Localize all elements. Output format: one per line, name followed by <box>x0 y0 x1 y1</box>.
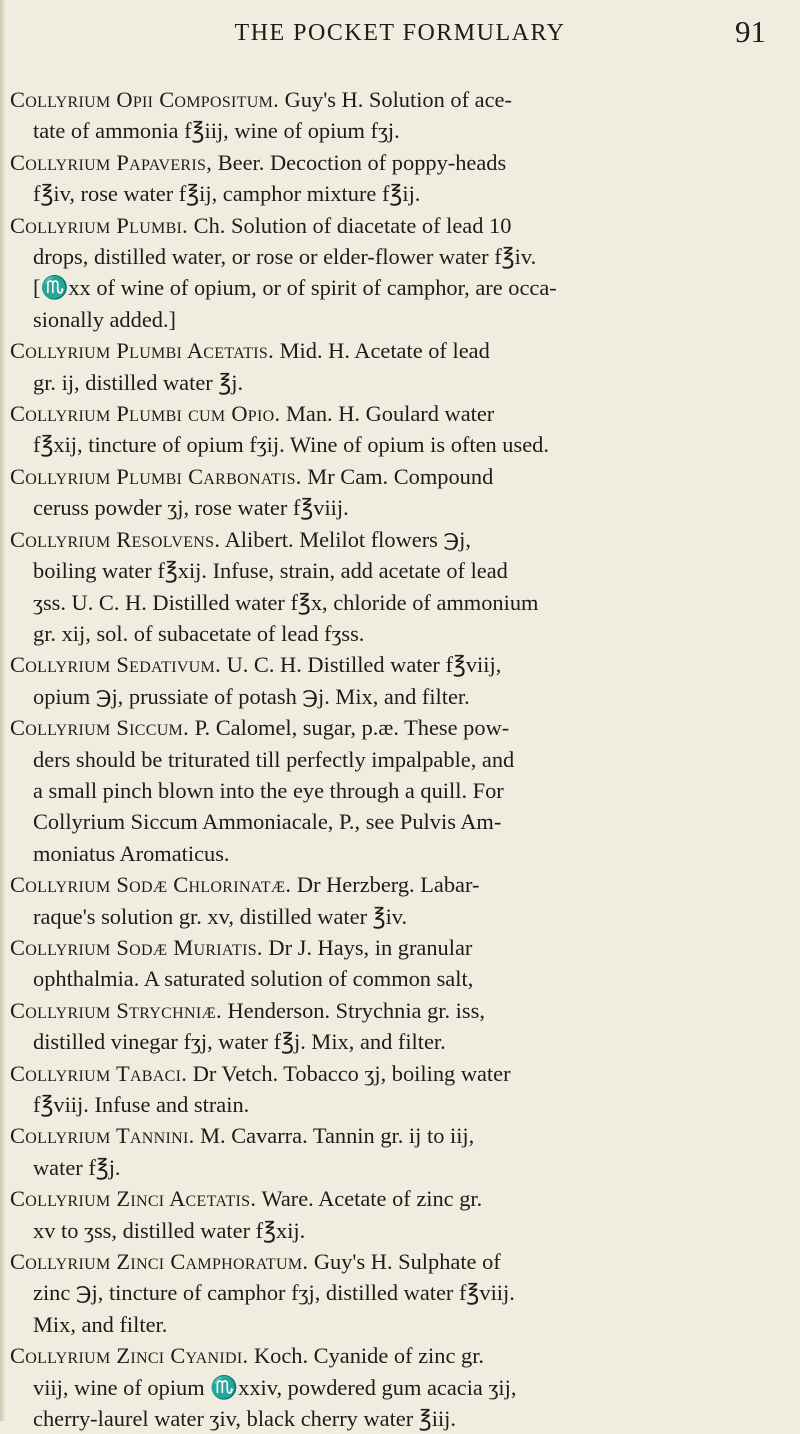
entry-heading: Collyrium Opii Compositum. <box>10 87 280 112</box>
entry-text: Guy's H. Solution of ace- tate of ammonia f℥iij, wine of opium fʒj. <box>33 87 512 144</box>
entry-collyrium-zinci-acetatis <box>10 1183 780 1246</box>
entry-text: Dr J. Hays, in granular ophthalmia. A saturated solution of common salt, <box>33 934 474 992</box>
entry-collyrium-tannini <box>10 1120 780 1183</box>
entry-text: M. Cavarra. Tannin gr. ij to iij, water f℥j. <box>33 1123 475 1180</box>
entry-collyrium-strychniae <box>10 995 780 1058</box>
entry-collyrium-resolvens <box>10 524 780 650</box>
entry-heading: Collyrium Zinci Cyanidi. <box>10 1343 249 1369</box>
entry-heading: Collyrium Plumbi cum Opio. <box>10 401 281 427</box>
entry-text: U. C. H. Distilled water f℥viij, opium ℈j, prussiate of potash ℈j. Mix, and filter. <box>33 652 502 709</box>
entry-text: P. Calomel, sugar, p.æ. These pow- ders should be triturated till perfectly impalpable, and a small pinch blown into the eye through a quill. For Collyrium Siccum Ammoniacale, P., see Pulvis Am- moniatus Aromaticus. <box>33 715 515 866</box>
entry-collyrium-opii-compositum <box>10 84 780 147</box>
entry-collyrium-plumbi-carbonatis <box>10 461 780 524</box>
entry-text: Beer. Decoction of poppy-heads f℥iv, rose water f℥ij, camphor mixture f℥ij. <box>33 149 507 207</box>
entry-heading: Collyrium Sedativum. <box>10 652 221 678</box>
entry-heading: Collyrium Tabaci. <box>10 1060 188 1086</box>
entry-heading: Collyrium Plumbi Acetatis. <box>10 338 275 364</box>
page-edge <box>0 0 5 1421</box>
entry-collyrium-siccum <box>10 712 780 869</box>
entry-collyrium-zinci-cyanidi <box>10 1340 780 1434</box>
entry-heading: Collyrium Resolvens. <box>10 526 221 552</box>
entry-text: Dr Vetch. Tobacco ʒj, boiling water f℥viij. Infuse and strain. <box>33 1060 511 1117</box>
entry-heading: Collyrium Zinci Acetatis. <box>10 1186 257 1212</box>
entry-collyrium-tabaci <box>10 1058 780 1121</box>
page-number: 91 <box>735 14 766 49</box>
entry-text: Man. H. Goulard water f℥xij, tincture of opium fʒij. Wine of opium is often used. <box>33 401 549 458</box>
entry-heading: Collyrium Tannini. <box>10 1123 195 1149</box>
entry-text: Koch. Cyanide of zinc gr. viij, wine of opium ♏xxiv, powdered gum acacia ʒij, cherry-laurel water ʒiv, black cherry water ℥iij. <box>33 1343 517 1432</box>
entry-text: Ch. Solution of diacetate of lead 10 drops, distilled water, or rose or elder-flower water f℥iv. [♏xx of wine of opium, or of spirit of camphor, are occa- sionally added.] <box>33 212 557 332</box>
entry-collyrium-plumbi <box>10 210 780 336</box>
entry-collyrium-zinci-camphoratum <box>10 1246 780 1340</box>
entry-text: Mid. H. Acetate of lead gr. ij, distilled water ℥j. <box>33 338 490 395</box>
entry-heading: Collyrium Plumbi. <box>10 212 189 238</box>
entry-heading: Collyrium Papaveris, <box>10 149 213 175</box>
entry-heading: Collyrium Sodæ Chlorinatæ. <box>10 872 292 898</box>
entry-text: Mr Cam. Compound ceruss powder ʒj, rose water f℥viij. <box>33 463 494 521</box>
entry-heading: Collyrium Plumbi Carbonatis. <box>10 463 302 489</box>
entry-text: Ware. Acetate of zinc gr. xv to ʒss, distilled water f℥xij. <box>33 1186 483 1243</box>
page-header <box>0 14 800 58</box>
formulary-entries <box>10 84 780 1434</box>
entry-collyrium-sodae-chlorinatae <box>10 869 780 932</box>
entry-text: Dr Herzberg. Labar- raque's solution gr. xv, distilled water ℥iv. <box>33 872 480 929</box>
entry-collyrium-papaveris <box>10 147 780 210</box>
entry-collyrium-plumbi-acetatis <box>10 335 780 398</box>
entry-collyrium-plumbi-cum-opio <box>10 398 780 461</box>
entry-heading: Collyrium Zinci Camphoratum. <box>10 1249 309 1275</box>
entry-heading: Collyrium Strychniæ. <box>10 997 222 1023</box>
entry-heading: Collyrium Sodæ Muriatis. <box>10 934 263 960</box>
entry-text: Alibert. Melilot flowers ℈j, boiling water f℥xij. Infuse, strain, add acetate of lead ʒss. U. C. H. Distilled water f℥x, chloride of ammonium gr. xij, sol. of subacetate of lead fʒss. <box>33 526 539 646</box>
entry-collyrium-sedativum <box>10 649 780 712</box>
entry-text: Henderson. Strychnia gr. iss, distilled vinegar fʒj, water f℥j. Mix, and filter. <box>33 997 485 1055</box>
running-title: THE POCKET FORMULARY <box>234 20 566 46</box>
entry-text: Guy's H. Sulphate of zinc ℈j, tincture of camphor fʒj, distilled water f℥viij. Mix, and filter. <box>33 1249 515 1337</box>
entry-heading: Collyrium Siccum. <box>10 715 189 741</box>
entry-collyrium-sodae-muriatis <box>10 932 780 995</box>
